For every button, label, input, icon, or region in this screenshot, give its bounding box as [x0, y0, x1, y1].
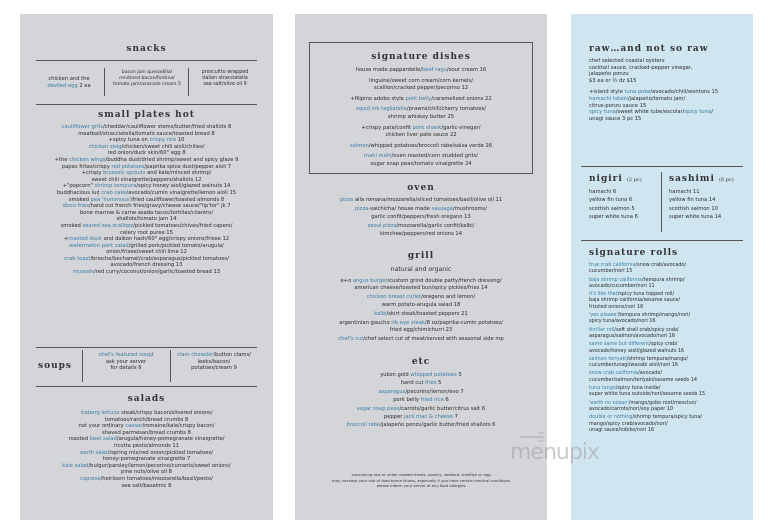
menu-line: hand cut fries 5	[400, 380, 442, 387]
sashimi-heading	[669, 174, 734, 184]
menu-line: salmon teriyaki/shrimp tempura/mango/	[589, 355, 688, 362]
sashimi-list	[669, 188, 749, 222]
menu-line: honey-pomegranate vinaigrette 7	[102, 456, 191, 463]
menu-line: shaved parmesan/bread crumbs 8	[102, 429, 191, 436]
prosciutto-item	[192, 70, 258, 88]
clam-chowder-line3: potatoes/cream 9	[191, 365, 237, 371]
quesadilla-line2: rendered bacon/fontina/	[119, 76, 175, 81]
menu-line: yellow fin tuna 14	[669, 197, 716, 204]
menu-line: iceberg lettuce steak/crispy bacon/slivered onions/	[80, 410, 213, 416]
quesadilla-line3: tomato jam/avocado cream 5	[113, 82, 181, 87]
quesadilla-item	[108, 70, 186, 88]
soups-divider	[82, 350, 83, 382]
menu-line: cucumber/salmon/teriyaki/sesame seeds 14	[589, 376, 697, 383]
menu-line: scottish salmon 10	[669, 205, 718, 212]
menu-line: +the chicken wings/buddha dust/dried shrimp/sweet and spicy glaze 9	[54, 156, 239, 163]
menu-line: +roasted duck and daikon hash/60° egg/crispy onions/frisee 12	[63, 236, 230, 243]
menu-line: ricotta pesto/almonds 11	[113, 442, 180, 449]
sashimi-pieces: (6 pc)	[719, 177, 734, 183]
menupix-watermark	[510, 440, 599, 465]
menu-line: american cheese/toasted bun/spicy pickles/fries 14	[354, 285, 488, 292]
menu-line: thriller roll/soft shell crab/spicy crab/	[589, 326, 679, 333]
menu-line: tuna tango/spicy tuna inside/	[589, 385, 661, 392]
menu-line: smoked seared sea scallops/pickled tomatoes/chives/fried capers/	[60, 222, 233, 229]
nigiri-list	[589, 188, 659, 222]
salads-heading: salads	[127, 394, 166, 404]
menu-line: mussels/red curry/coconut/onion/garlic/toasted bread 13	[72, 269, 221, 276]
menu-line: earth salad/spring mix/red onion/pickled tomatoes/	[80, 449, 213, 456]
menu-line: warm potato-arugula salad 18	[381, 301, 461, 308]
menu-line: disco fries/hand cut french fries/gravy/cheese sauce/"lip'tor" jk 7	[62, 203, 231, 210]
prosciutto-line1: proscuitto wrapped	[201, 70, 249, 75]
menu-line: +"popcorn" shrimp tempura/spicy honey aioli/glazed walnuts 14	[62, 183, 231, 190]
snacks-row	[36, 68, 257, 98]
menu-line: same same but different/spicy crab/	[589, 341, 678, 348]
menu-line: snow crab california/avocado/	[589, 370, 663, 377]
oven-heading: oven	[407, 183, 435, 193]
etc-list	[295, 371, 547, 430]
nigiri-top-rule	[581, 166, 743, 167]
menu-line: 'earth no ocean'/mango/gobo root/mesclun/	[589, 399, 697, 406]
menu-line: avocado/french dressing 13	[110, 262, 183, 269]
menu-line: chef selected coastal oysters	[589, 58, 665, 64]
menu-line: fried egg/chimichurri 23	[389, 327, 453, 334]
menu-line: pine nuts/olive oil 8	[121, 469, 172, 476]
quesadilla-line1: bacon jam quesadilla/	[121, 70, 173, 75]
note-line: may increase your risk of food borne illness, especially if you have certain medical conditions	[332, 477, 510, 483]
menu-line: mahi mahi/oven roasted/corn studded grits/	[363, 153, 479, 160]
menu-line: avocado/cucumber/nori 11	[589, 282, 655, 289]
prosciutto-line2: italian stracciatella	[202, 76, 248, 81]
menu-line: super white tuna 6	[589, 214, 638, 221]
menu-line: asparagus/pecorino/lemon/evo 7	[378, 388, 464, 395]
snacks-divider	[188, 68, 189, 96]
menu-line: baja shrimp california/sesame sauce/	[589, 297, 681, 304]
menu-line: spicy tuna/avocado/nori 16	[589, 318, 656, 325]
menu-line: caprese/heirloom tomatoes/mozzarella/basil/pesto/	[80, 475, 213, 482]
menu-line: asparagus/salmon/avocado/nori 16	[589, 332, 676, 339]
menu-line: pizza alla romana/mozzarella/sliced tomatoes/basil/olive oil 11	[339, 197, 503, 203]
menu-line: pepper jack mac & cheese 7	[384, 414, 458, 421]
clam-chowder-item: clam chowder/button clams/ leeks/bacon/ potatoes/cream 9	[174, 352, 254, 372]
menu-line: pork belly fried rice 6	[393, 397, 449, 404]
menu-line: spicy tuna/sweet white tube/escolar/spicy tuna/	[589, 109, 713, 116]
menu-line: garlic confit/peppers/fresh oregano 13	[371, 213, 471, 220]
soups-title: soups	[38, 361, 72, 371]
menu-line: double or nothing/shrimp tempura/spicy tuna/	[589, 414, 703, 421]
menu-line: +island style tuna poke/avocado/chili/wontons 15	[589, 89, 719, 96]
grill-list	[295, 278, 547, 344]
deviled-egg-line1: chicken and the	[48, 76, 90, 82]
menu-line: house made pappardelle/beef ragu/sour cream 16	[355, 67, 487, 73]
menu-line: sea salt/basalmic 8	[121, 482, 172, 489]
menu-line: smoked pea 'hummous'/fried cauliflower/toasted almonds 8	[68, 196, 225, 203]
featured-soup-name: chef's featured soup	[98, 352, 152, 358]
snacks-divider	[104, 68, 105, 96]
menu-line: broccoli rabe/jalapeño ponzu/garlic butter/fried shallots 6	[346, 422, 496, 429]
menu-line: kale salad/bulgur/parsley/lemon/pecorino/currants/sweet onions/	[62, 462, 231, 469]
watermark-text: menupix	[510, 440, 599, 465]
menu-line: cucumber/unagi/wasabi aioli/nori 16	[589, 362, 678, 369]
deviled-egg-name: deviled egg	[47, 82, 78, 89]
nigiri-bottom-rule	[581, 240, 743, 241]
menu-line: tomatoes/ranch/bread crumbs 8	[104, 416, 189, 423]
salads-list	[20, 410, 273, 489]
menu-line: cocktail sauce, cracked-pepper vinegar,	[589, 64, 693, 71]
menu-line: chicken sisig/chicken/sweet chili aioli/chilies/	[88, 143, 205, 150]
snacks-bottom-rule	[36, 104, 257, 105]
menu-line: sugar snap peas/tomato vinaigrette 24	[370, 160, 472, 167]
deviled-egg-item	[40, 76, 98, 89]
menu-line: shallots/tomato jam 14	[116, 216, 177, 223]
watermark-fork-icon	[520, 432, 544, 442]
nigiri-sashimi-divider	[661, 172, 662, 232]
menu-line: cucumber/nori 15	[589, 268, 633, 275]
sashimi-title: sashimi	[669, 174, 715, 184]
menu-line: papas fritas/crispy red potatoes/paprika spice dust/pepper aioli 7	[61, 163, 232, 170]
menu-line: 'yes please'/tempura shrimp/mango/nori/	[589, 312, 691, 319]
menu-line: bone marrow & carne asada tacos/tortillas/cilantro/	[79, 209, 214, 216]
soups-bottom-rule	[36, 386, 257, 387]
menu-line: unagi sauce/tobiko/nori 16	[589, 426, 655, 433]
nigiri-heading	[589, 174, 642, 184]
menu-line: +spicy tuna on crispy rice 10	[108, 137, 185, 144]
menu-line: watermelon pork salad/grilled pork/pickled tomato/arugula/	[69, 242, 224, 249]
menu-line: salmon/whipped potatoes/broccoli rabe/salsa verde 26	[349, 142, 493, 149]
menu-line: sugar snap peas/carrots/garlic butter/citrus salt 6	[356, 405, 486, 412]
signature-dishes-heading: signature dishes	[371, 52, 471, 62]
soups-row	[36, 350, 257, 384]
left-menu-panel	[20, 14, 273, 520]
menu-line: chef's cut/chef select cut of meat/served with seasonal side mp	[338, 336, 504, 343]
menu-line: shrimp whiskey butter 25	[387, 113, 455, 120]
note-line: consuming raw or under cooked meats, poultry, seafood, shellfish or egg	[351, 472, 491, 477]
snacks-top-rule	[36, 60, 257, 61]
menu-line: true crab california/snow crab/avocado/	[589, 262, 687, 268]
nigiri-pieces: (2 pc)	[626, 177, 642, 183]
menu-line: citrus-ponzu sauce 15	[589, 102, 647, 109]
signature-dishes-list	[295, 67, 547, 169]
small-plates-heading: small plates hot	[98, 110, 195, 120]
menu-line: hamachi tataki/jalapeño/tomato jam/	[589, 95, 686, 102]
menu-line: chicken breast cutlet/oregano and lemon/	[366, 294, 476, 301]
menu-line: avocado/carrots/nori/soy paper 10	[589, 405, 674, 412]
etc-heading: etc	[411, 357, 431, 367]
menu-line: super white tuna outside/nori/sesame seeds 15	[589, 391, 706, 398]
oven-list	[295, 197, 547, 238]
menu-line: super white tuna 14	[669, 214, 722, 221]
clam-chowder-line2: leeks/bacon/	[197, 358, 231, 365]
menu-line: $3 ea or ½ dz $15	[589, 77, 637, 84]
featured-soup-item: chef's featured soup/ ask your server for details 6	[86, 352, 166, 372]
menu-line: mango/spicy crab/avocado/nori/	[589, 420, 668, 427]
menu-line: red onion/duck skin/60° egg 8	[107, 150, 186, 157]
menu-line: frizzled onions/nori 16	[589, 303, 644, 310]
signature-rolls-heading: signature rolls	[589, 248, 679, 258]
menu-line: yellow fin tuna 6	[589, 197, 633, 204]
menu-line: baja shrimp california/tempura shrimp/	[589, 276, 685, 283]
menu-line: crab toast/brioche/bechamel/crab/asparagus/pickled tomatoes/	[64, 255, 229, 262]
menu-line: yukon gold whipped potatoes 5	[380, 372, 462, 378]
raw-list	[589, 58, 749, 122]
menu-line: hamachi 6	[589, 189, 617, 195]
menu-line: e+o angus burger/custom grind double patty/french dressing/	[340, 278, 502, 284]
menu-line: onion/frisee/sweet chili lime 12	[106, 249, 187, 256]
prosciutto-line3: sea salt/olive oil 9	[203, 82, 247, 87]
menu-line: +crispy pata/confit pork shank/garlic-vinegar/	[361, 124, 481, 131]
menu-line: it's like that/spicy tuna topped roll/	[589, 291, 675, 298]
menu-line: kalbi/skirt steak/toasted peppers 21	[374, 310, 468, 317]
deviled-egg-price: 2 ea	[77, 82, 91, 89]
menu-line: not your ordinary caesar/romaine/kale/crispy bacon/	[78, 423, 215, 430]
snacks-heading: snacks	[126, 44, 167, 54]
menu-line: hamachi 11	[669, 189, 700, 195]
menu-line: +crispy brussels sprouts and kale/minced shrimp/	[81, 170, 212, 177]
soups-heading	[38, 361, 72, 371]
menu-line: linguine/sweet corn cream/corn kernels/	[369, 77, 473, 84]
clam-chowder-name: clam chowder	[177, 352, 214, 358]
menu-line: celery root puree 15	[120, 229, 173, 236]
note-line: please inform your server of any food allergies	[376, 483, 466, 488]
menu-line: scallion/cracked pepper/pecorino 12	[373, 85, 469, 92]
menu-line: squid ink tagliatelle/prawns/chili/cherry tomatoes/	[356, 106, 486, 113]
signature-rolls-list	[589, 262, 749, 433]
menu-line: cauliflower grits/cheddar/cauliflower stems/butter/fried shallots 8	[61, 124, 232, 130]
menu-line: jalapeño ponzu	[589, 71, 629, 78]
menu-line: pizza-saichicha/ house made sausage/mushrooms/	[354, 206, 487, 213]
soups-top-rule	[36, 347, 257, 348]
menu-line: meatball/stracciatella/tomato sauce/toasted bread 8	[78, 130, 215, 137]
menu-line: avocado/honey aioli/glazed walnuts 16	[589, 347, 685, 354]
raw-heading: raw…and not so raw	[589, 44, 709, 54]
nigiri-title: nigiri	[589, 174, 623, 184]
menu-line: sweet chili vinaigrette/peppers/shallots 12	[91, 176, 202, 183]
featured-soup-line2: ask your server	[105, 358, 147, 365]
grill-subtitle: natural and organic	[390, 266, 452, 273]
menu-line: buddhacious lu¢ crab cake/avocado/cumin vinaigrette/lemon aioli 15	[56, 189, 237, 196]
food-safety-note	[295, 472, 547, 489]
menu-line: argentinian gaucho rib eye steak/8 oz/paprika-cumin potatoes/	[339, 320, 503, 327]
soups-divider	[170, 350, 171, 382]
menu-line: +filipino adobo style pork belly/caramelized onions 22	[350, 95, 492, 102]
menu-line: scottish salmon 5	[589, 205, 635, 212]
menu-line: unagi sauce 3 pc 15	[589, 115, 642, 122]
menu-line: roasted beet salad/arugula/honey-pomegranate vinaigrette/	[68, 436, 225, 443]
menu-line: seoul pizza/mozzarella/garlic confit/kalbi/	[367, 223, 475, 230]
small-plates-list	[20, 124, 273, 276]
featured-soup-line3: for details 6	[110, 365, 142, 371]
grill-heading: grill	[407, 251, 435, 261]
menu-line: kimchee/peppers/red onions 14	[379, 230, 463, 237]
menu-line: chicken liver pate sauce 22	[385, 132, 457, 139]
